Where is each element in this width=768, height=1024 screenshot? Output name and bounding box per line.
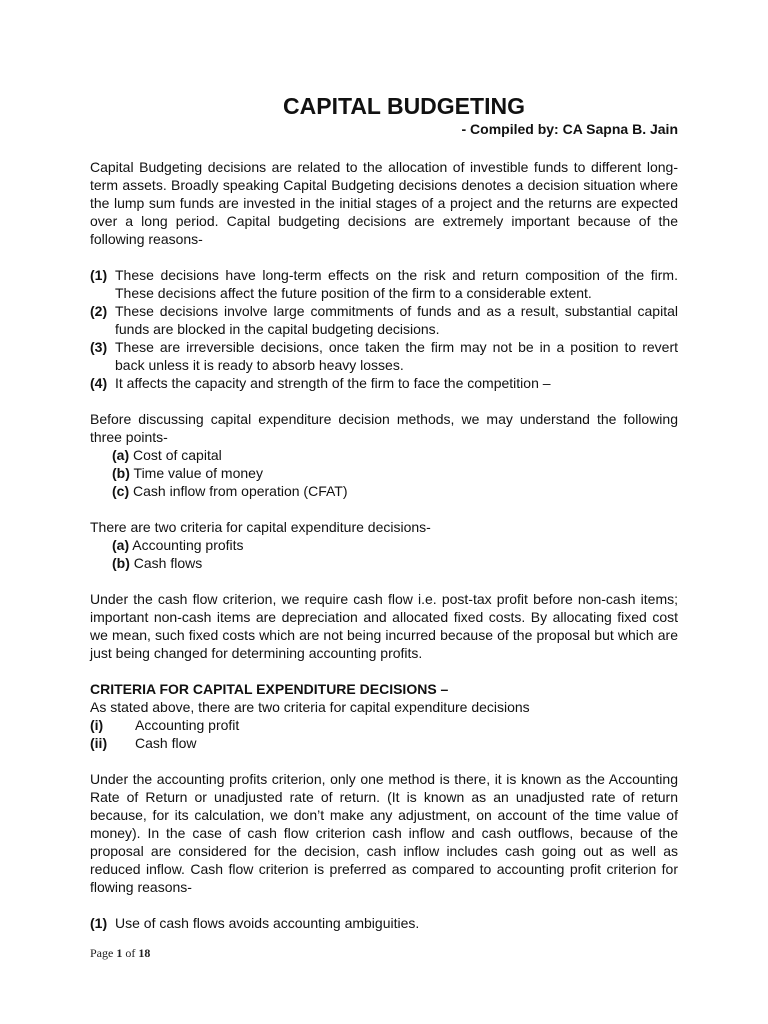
document-page — [90, 92, 678, 932]
list-item — [90, 464, 678, 482]
page-total: 18 — [138, 946, 151, 960]
criteria-list — [90, 536, 678, 572]
points-list — [90, 446, 678, 500]
page-footer — [90, 946, 150, 961]
list-label: (c) — [112, 483, 130, 499]
cashflow-paragraph: Under the cash flow criterion, we require cash flow i.e. post-tax profit before non-cash items; important non-cash items are depreciation and allocated fixed costs. By allocating fixed cost we mean, such fixed costs which are not being incurred because of the proposal but which are just being changed for determining accounting profits. — [90, 591, 678, 661]
list-label: (a) — [112, 447, 130, 463]
list-item — [90, 302, 678, 338]
list-text: These decisions involve large commitments of funds and as a result, substantial capital funds are blocked in the capital budgeting decisions. — [115, 303, 678, 337]
footer-middle: of — [122, 946, 139, 960]
before-paragraph: Before discussing capital expenditure decision methods, we may understand the following three points- — [90, 411, 678, 445]
list-number: (3) — [90, 339, 108, 355]
list-text: Time value of money — [133, 465, 263, 481]
list-text: Cash flows — [133, 555, 203, 571]
list-text: Use of cash flows avoids accounting ambiguities. — [115, 915, 420, 931]
list-label: (b) — [112, 555, 130, 571]
list-item — [90, 266, 678, 302]
document-title: CAPITAL BUDGETING — [283, 93, 525, 119]
list-item — [90, 374, 678, 392]
list-item — [90, 716, 678, 734]
list-item — [90, 734, 678, 752]
author-byline: - Compiled by: CA Sapna B. Jain — [461, 121, 678, 137]
intro-paragraph: Capital Budgeting decisions are related to the allocation of investible funds to different long-term assets. Broadly speaking Capital Budgeting decisions denotes a decision situation where the lump sum funds are invested in the initial stages of a project and the returns are expected over a long period. Capital budgeting decisions are extremely important because of the following reasons- — [90, 159, 678, 247]
list-label: (a) — [112, 537, 130, 553]
list-text: These decisions have long-term effects on the risk and return composition of the firm. These decisions affect the future position of the firm to a considerable extent. — [115, 267, 678, 301]
criteria-intro: There are two criteria for capital expenditure decisions- — [90, 519, 431, 535]
list-label: (ii) — [90, 735, 108, 751]
list-item — [90, 536, 678, 554]
reasons-list — [90, 266, 678, 392]
list-text: Accounting profits — [132, 537, 244, 553]
list-number: (4) — [90, 375, 108, 391]
list-number: (1) — [90, 915, 108, 931]
section-list — [90, 716, 678, 752]
accounting-paragraph: Under the accounting profits criterion, only one method is there, it is known as the Accounting Rate of Return or unadjusted rate of return. (It is known as an unadjusted rate of return because, for its calculation, we don’t make any adjustment, on account of the time value of money). In the case of cash flow criterion cash inflow and cash outflows, because of the proposal are considered for the decision, cash inflow includes cash going out as well as reduced inflow. Cash flow criterion is preferred as compared to accounting profit criterion for flowing reasons- — [90, 771, 678, 895]
section-intro: As stated above, there are two criteria for capital expenditure decisions — [90, 699, 530, 715]
list-text: It affects the capacity and strength of the firm to face the competition – — [115, 375, 551, 391]
list-text: Accounting profit — [135, 717, 240, 733]
list-text: Cost of capital — [133, 447, 222, 463]
list-number: (1) — [90, 267, 108, 283]
page-number: 1 — [116, 946, 123, 960]
footer-prefix: Page — [90, 946, 117, 960]
list-item — [90, 482, 678, 500]
list-number: (2) — [90, 303, 108, 319]
list-text: These are irreversible decisions, once taken the firm may not be in a position to revert back unless it is ready to absorb heavy losses. — [115, 339, 678, 373]
list-item — [90, 446, 678, 464]
list-item — [90, 554, 678, 572]
list-text: Cash flow — [135, 735, 197, 751]
list-item — [90, 338, 678, 374]
list-label: (b) — [112, 465, 130, 481]
section-heading: CRITERIA FOR CAPITAL EXPENDITURE DECISIONS – — [90, 681, 449, 697]
list-text: Cash inflow from operation (CFAT) — [133, 483, 348, 499]
list-label: (i) — [90, 717, 104, 733]
final-point — [90, 914, 678, 932]
